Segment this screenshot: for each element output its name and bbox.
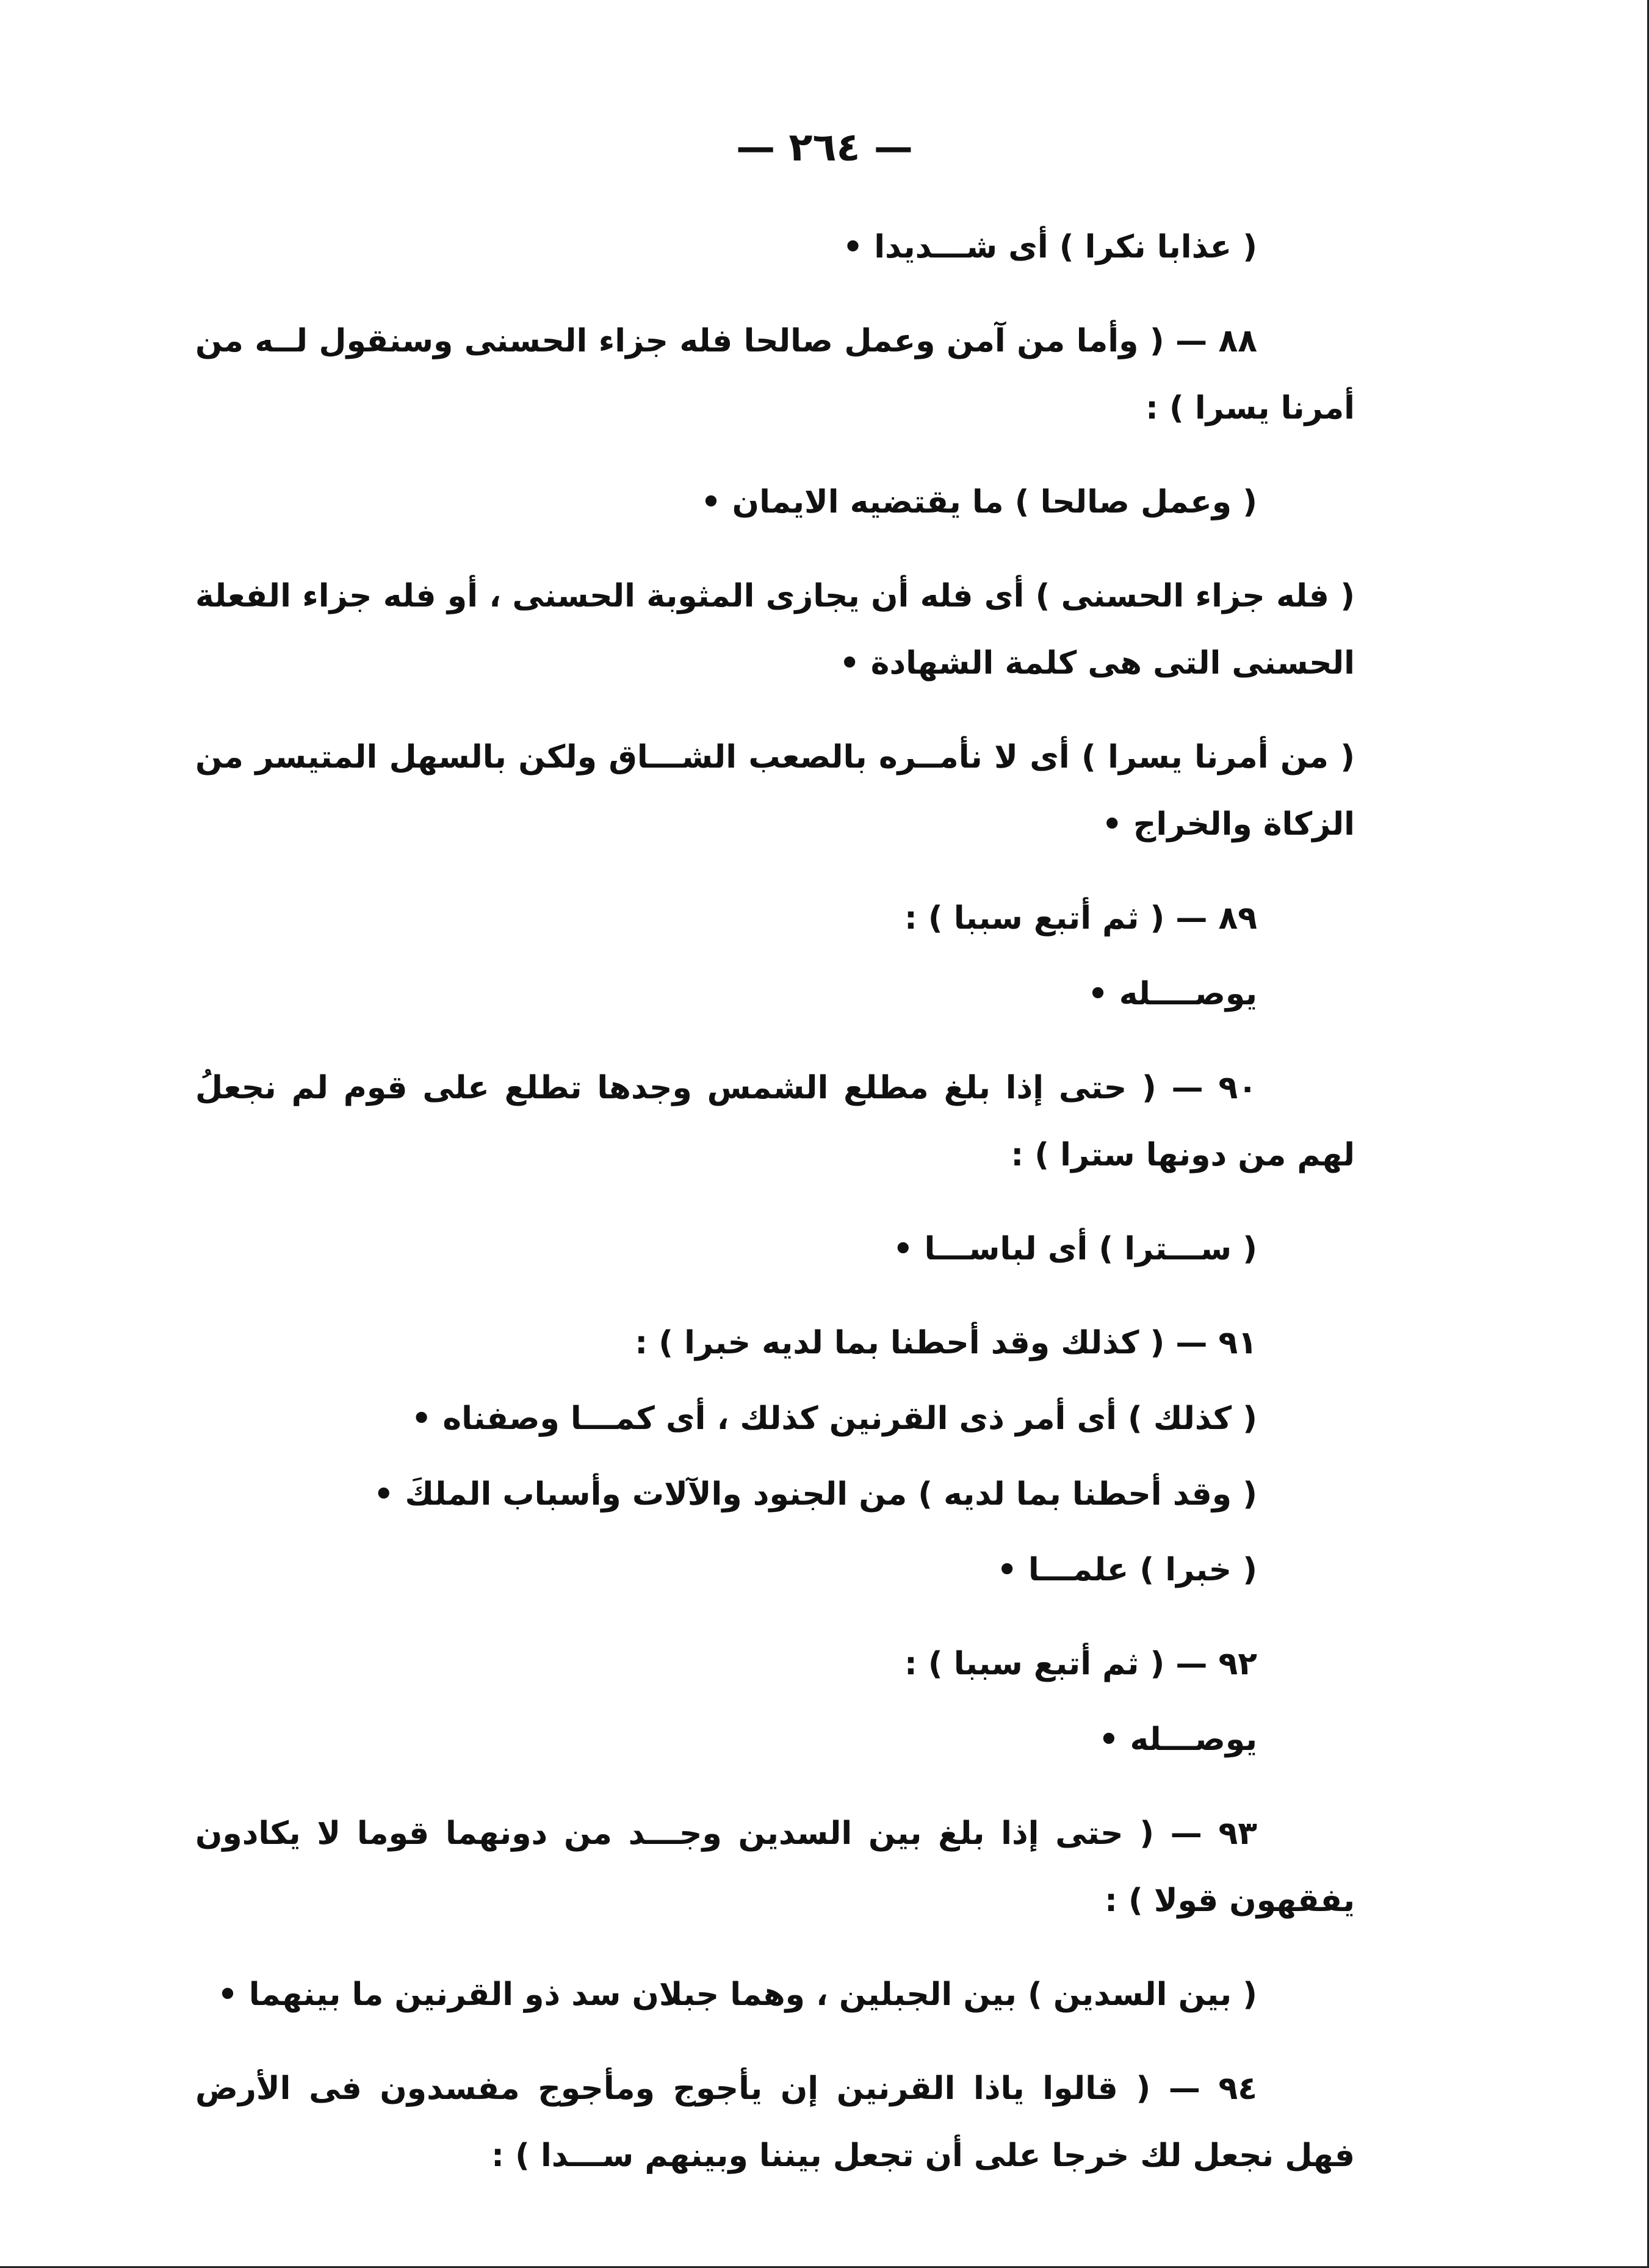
paragraph: ( وقد أحطنا بما لديه ) من الجنود والآلات وأسباب الملكَ • — [373, 1476, 1257, 1513]
paragraph: ٩١ — ( كذلك وقد أحطنا بما لديه خبرا ) : — [635, 1325, 1257, 1361]
paragraph: ٩٠ — ( حتى إذا بلغ مطلع الشمس وجدها تطلع على قوم لم نجعلُ لهم من دونها سترا ) : — [195, 1070, 1355, 1173]
paragraph: ( كذلك ) أى أمر ذى القرنين كذلك ، أى كمـــا وصفناه • — [411, 1400, 1257, 1437]
paragraph: ( ســـترا ) أى لباســـا • — [893, 1231, 1257, 1267]
paragraph: ٨٩ — ( ثم أتبع سببا ) : — [904, 900, 1257, 937]
paragraph: ( خبرا ) علمـــا • — [997, 1552, 1257, 1588]
paragraph: ( فله جزاء الحسنى ) أى فله أن يجازى المثوبة الحسنى ، أو فله جزاء الفعلة الحسنى التى هى كلمة الشهادة • — [195, 578, 1355, 682]
page-number: — ٢٦٤ — — [736, 125, 913, 170]
paragraph: ٩٢ — ( ثم أتبع سببا ) : — [904, 1646, 1257, 1682]
paragraph: يوصـــله • — [1099, 1721, 1257, 1758]
body-text — [195, 214, 1355, 2216]
paragraph: يوصــــله • — [1088, 976, 1257, 1012]
paragraph: ( من أمرنا يسرا ) أى لا نأمــره بالصعب الشـــاق ولكن بالسهل المتيسر من الزكاة والخراج • — [195, 739, 1355, 843]
paragraph: ٩٤ — ( قالوا ياذا القرنين إن يأجوج ومأجوج مفسدون فى الأرض فهل نجعل لك خرجا على أن تجعل بيننا وبينهم ســـدا ) : — [195, 2070, 1355, 2174]
paragraph: ٩٣ — ( حتى إذا بلغ بين السدين وجـــد من دونهما قوما لا يكادون يفقهون قولا ) : — [195, 1815, 1355, 1919]
paragraph: ٨٨ — ( وأما من آمن وعمل صالحا فله جزاء الحسنى وسنقول لــه من أمرنا يسرا ) : — [195, 323, 1355, 427]
paragraph: ( عذابا نكرا ) أى شـــديدا • — [842, 229, 1257, 265]
paragraph: ( وعمل صالحا ) ما يقتضيه الايمان • — [701, 484, 1257, 520]
paragraph: ( بين السدين ) بين الجبلين ، وهما جبلان سد ذو القرنين ما بينهما • — [217, 1976, 1257, 2013]
